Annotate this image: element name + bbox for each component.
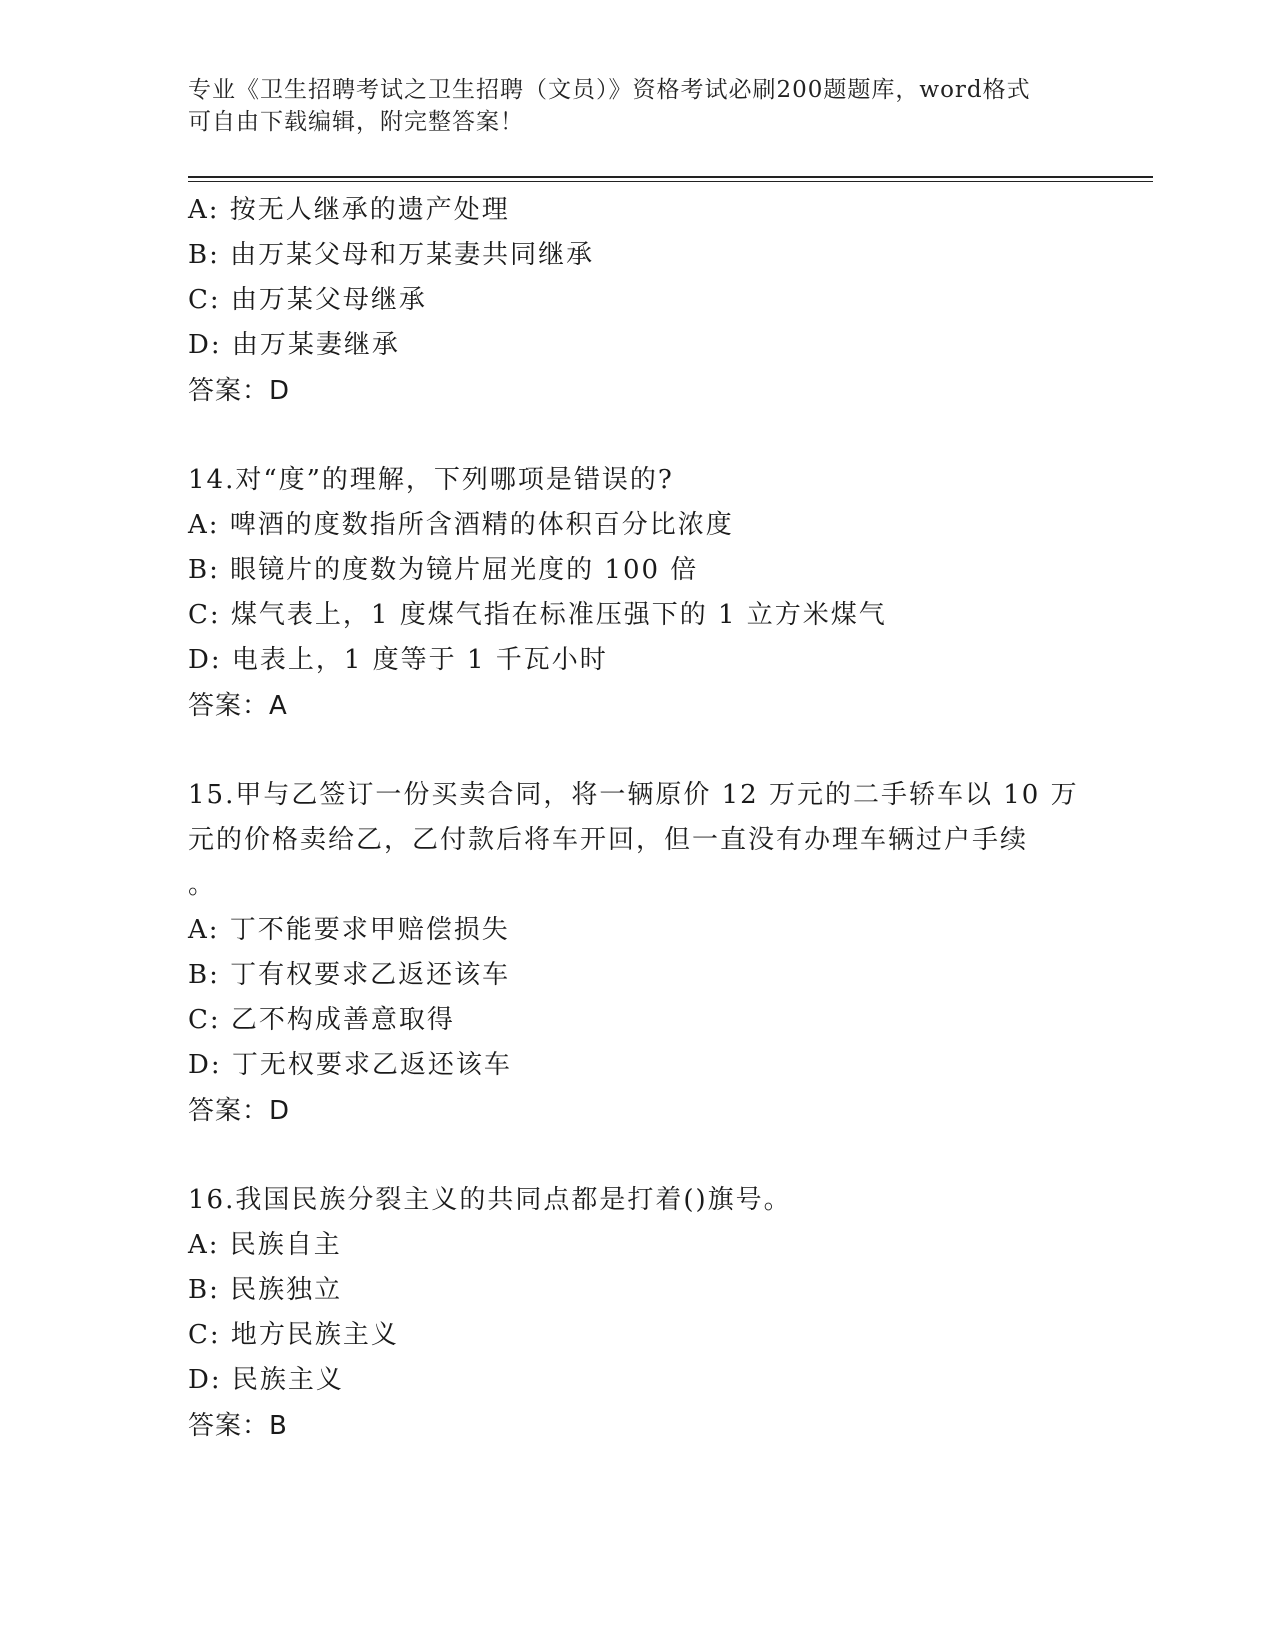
option-d: D: 由万某妻继承 <box>188 330 400 360</box>
header-line-1: 专业《卫生招聘考试之卫生招聘（文员）》资格考试必刷200题题库，word格式 <box>188 77 1031 103</box>
option-b: B: 眼镜片的度数为镜片屈光度的 100 倍 <box>188 555 699 585</box>
spacer <box>188 414 1088 458</box>
option-a: A: 啤酒的度数指所含酒精的体积百分比浓度 <box>188 510 734 540</box>
option-d: D: 电表上，1 度等于 1 千瓦小时 <box>188 645 608 675</box>
question-16 <box>188 1178 1088 1449</box>
question-list <box>188 188 1088 1449</box>
header-divider-thin <box>188 181 1153 182</box>
spacer <box>188 729 1088 773</box>
option-a: A: 丁不能要求甲赔偿损失 <box>188 915 510 945</box>
question-text-line-3: 。 <box>188 870 217 900</box>
spacer <box>188 1134 1088 1178</box>
question-text: 14.对“度”的理解，下列哪项是错误的? <box>188 465 674 495</box>
header-divider-thick <box>188 176 1153 178</box>
option-c: C: 乙不构成善意取得 <box>188 1005 455 1035</box>
option-c: C: 煤气表上，1 度煤气指在标准压强下的 1 立方米煤气 <box>188 600 887 630</box>
option-b: B: 由万某父母和万某妻共同继承 <box>188 240 595 270</box>
answer-line: 答案：A <box>188 691 288 721</box>
option-a: A: 按无人继承的遗产处理 <box>188 195 510 225</box>
option-b: B: 丁有权要求乙返还该车 <box>188 960 511 990</box>
question-14 <box>188 458 1088 729</box>
question-text: 16.我国民族分裂主义的共同点都是打着()旗号。 <box>188 1185 792 1215</box>
option-b: B: 民族独立 <box>188 1275 343 1305</box>
option-c: C: 由万某父母继承 <box>188 285 427 315</box>
option-c: C: 地方民族主义 <box>188 1320 399 1350</box>
answer-line: 答案：D <box>188 376 291 406</box>
document-header <box>188 74 1088 138</box>
answer-line: 答案：D <box>188 1096 291 1126</box>
header-line-2: 可自由下载编辑，附完整答案！ <box>188 109 524 135</box>
question-text-line-1: 15.甲与乙签订一份买卖合同，将一辆原价 12 万元的二手轿车以 10 万 <box>188 780 1079 810</box>
option-d: D: 民族主义 <box>188 1365 344 1395</box>
question-13 <box>188 188 1088 414</box>
option-d: D: 丁无权要求乙返还该车 <box>188 1050 512 1080</box>
question-text-line-2: 元的价格卖给乙，乙付款后将车开回，但一直没有办理车辆过户手续 <box>188 825 1029 855</box>
option-a: A: 民族自主 <box>188 1230 342 1260</box>
question-15 <box>188 773 1088 1134</box>
answer-line: 答案：B <box>188 1411 288 1441</box>
